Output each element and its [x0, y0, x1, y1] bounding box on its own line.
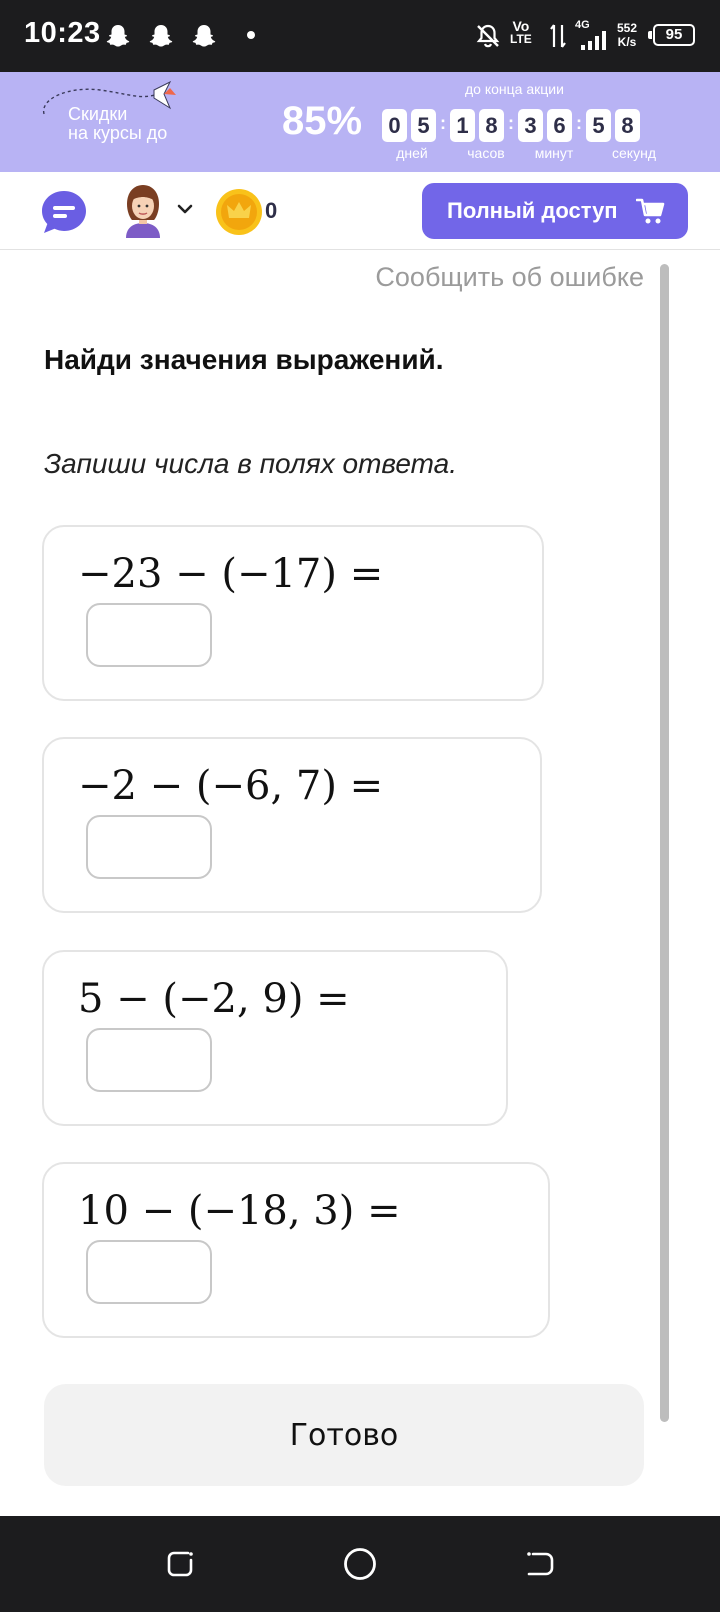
cart-icon — [636, 197, 666, 225]
recent-apps-icon[interactable] — [164, 1548, 196, 1580]
countdown-digit: 6 — [547, 109, 572, 142]
countdown-unit-seconds: секунд — [612, 145, 656, 161]
expression-text: 10 − (−18, 3) = — [78, 1188, 401, 1234]
back-icon[interactable] — [524, 1548, 556, 1580]
full-access-button[interactable] — [422, 183, 688, 239]
expression-card — [42, 737, 542, 913]
countdown-colon: : — [440, 113, 446, 133]
done-button[interactable]: Готово — [44, 1384, 644, 1486]
countdown-digit: 8 — [615, 109, 640, 142]
answer-input[interactable] — [86, 603, 212, 667]
snapchat-icon — [147, 22, 175, 50]
expression-card — [42, 1162, 550, 1338]
countdown-digit: 0 — [382, 109, 407, 142]
countdown-unit-minutes: минут — [534, 145, 574, 161]
system-navigation-bar — [0, 1516, 720, 1612]
status-bar — [0, 0, 720, 72]
report-error-link[interactable]: Сообщить об ошибке — [375, 262, 644, 292]
countdown-digit: 5 — [411, 109, 436, 142]
snapchat-icon — [104, 22, 132, 50]
promo-percent: 85% — [282, 99, 363, 143]
expression-text: 5 − (−2, 9) = — [78, 976, 350, 1022]
data-arrows-icon — [549, 22, 567, 50]
chevron-down-icon[interactable] — [176, 202, 194, 216]
coin-crown-icon — [215, 188, 263, 236]
countdown-unit-hours: часов — [467, 145, 505, 161]
expression-card — [42, 950, 508, 1126]
signal-icon — [580, 30, 606, 50]
promo-caption: до конца акции — [465, 81, 564, 97]
chat-icon[interactable] — [40, 189, 88, 235]
home-icon[interactable] — [343, 1547, 377, 1581]
full-access-label: Полный доступ — [447, 198, 618, 223]
snapchat-icon — [190, 22, 218, 50]
countdown-colon: : — [576, 113, 582, 133]
countdown-digit: 5 — [586, 109, 611, 142]
countdown-digit: 1 — [450, 109, 475, 142]
countdown-digit: 3 — [518, 109, 543, 142]
task-title: Найди значения выражений. — [44, 344, 444, 375]
answer-input[interactable] — [86, 1028, 212, 1092]
promo-text: Скидки на курсы до — [68, 104, 168, 143]
promo-banner[interactable] — [0, 72, 720, 172]
bell-off-icon — [474, 22, 502, 50]
coin-count: 0 — [265, 198, 278, 223]
status-time: 10:23 — [24, 17, 101, 49]
expression-text: −2 − (−6, 7) = — [78, 763, 384, 809]
volte-indicator: Vo LTE — [510, 18, 532, 46]
network-type: 4G — [575, 19, 590, 31]
countdown-colon: : — [508, 113, 514, 133]
battery-icon: 95 — [653, 24, 695, 46]
scrollbar[interactable] — [660, 264, 669, 1422]
countdown-digit: 8 — [479, 109, 504, 142]
expression-card — [42, 525, 544, 701]
network-speed: 552 K/s — [617, 21, 638, 49]
expression-text: −23 − (−17) = — [78, 551, 384, 597]
answer-input[interactable] — [86, 815, 212, 879]
top-navigation — [0, 172, 720, 250]
countdown-unit-days: дней — [396, 145, 428, 161]
user-avatar-icon[interactable] — [118, 182, 168, 238]
battery-tip — [648, 31, 652, 39]
notification-dot — [247, 31, 255, 39]
answer-input[interactable] — [86, 1240, 212, 1304]
task-hint: Запиши числа в полях ответа. — [44, 448, 458, 479]
